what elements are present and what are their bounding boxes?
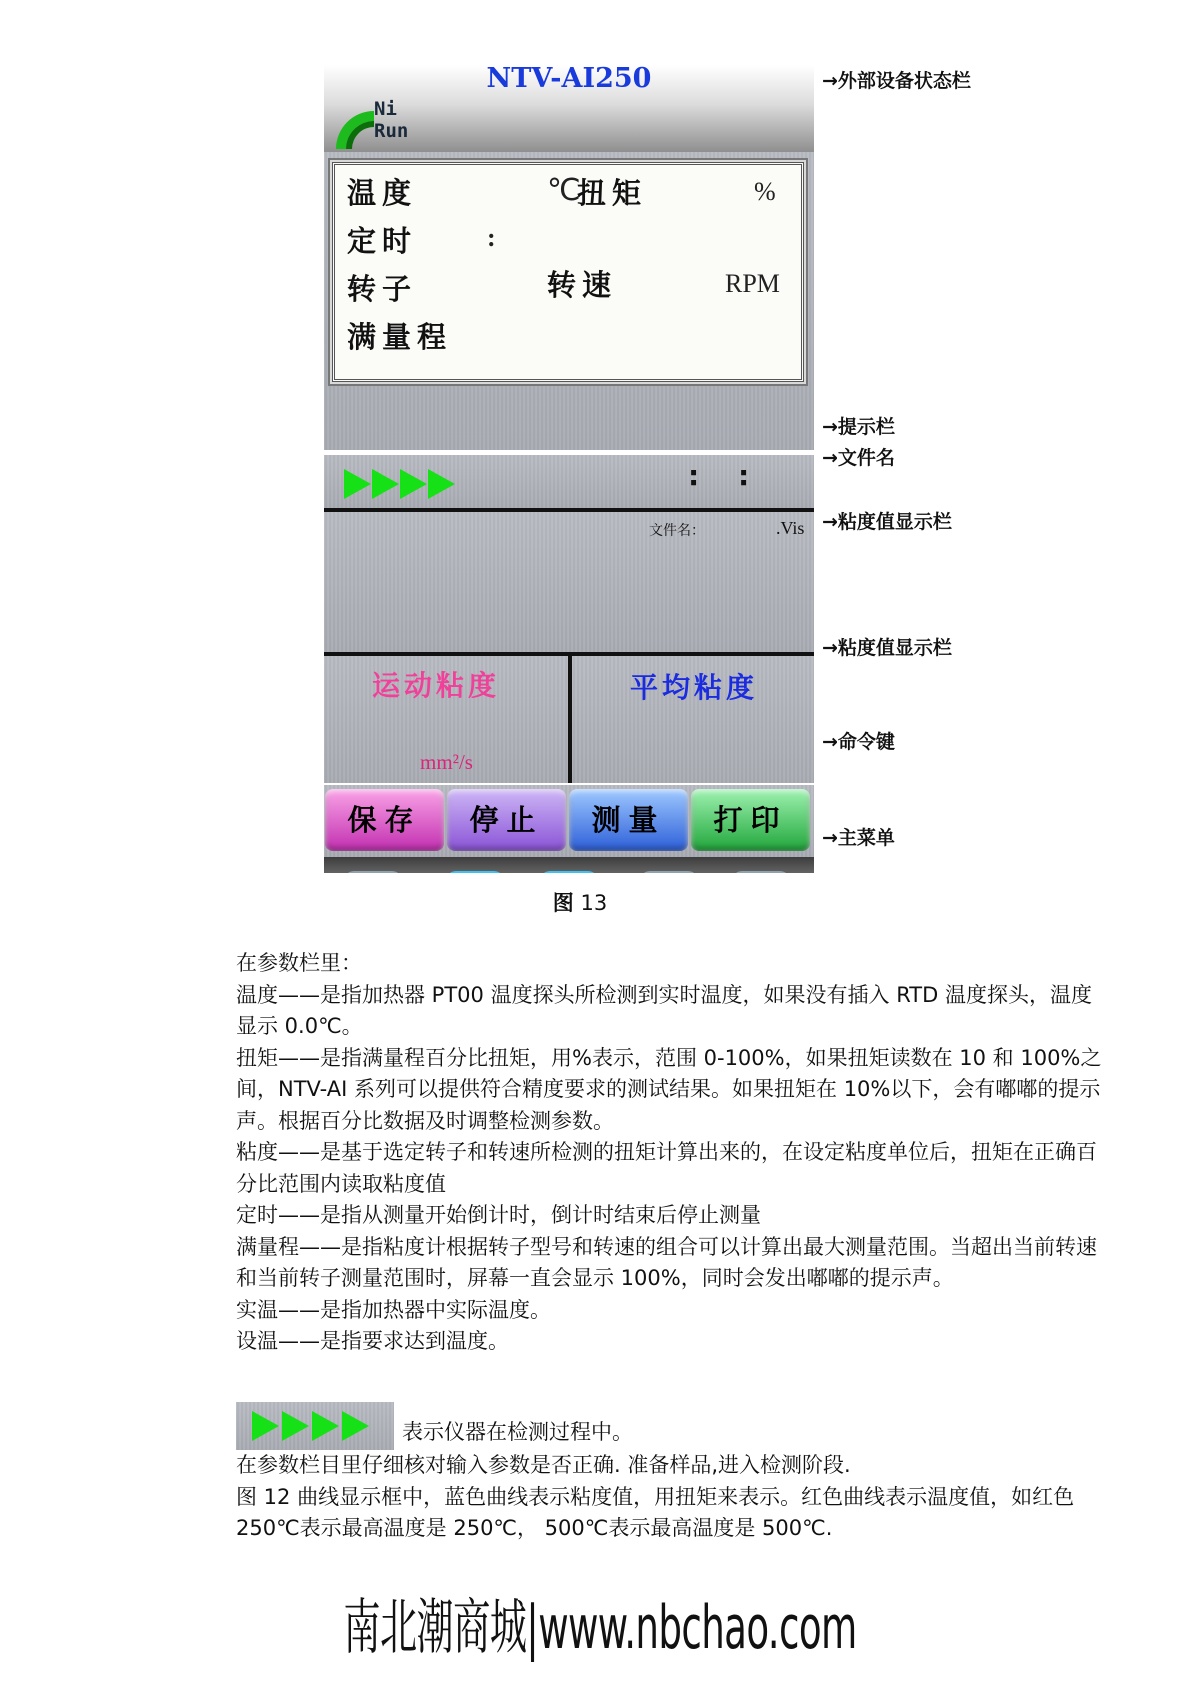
temperature-label: 温度 (347, 176, 418, 210)
hint-colon-2: : (738, 459, 750, 492)
logo-arc-icon (332, 107, 376, 151)
kinematic-viscosity-unit: mm²/s (420, 750, 473, 774)
progress-arrow-icon (400, 469, 427, 499)
caption-number: 13 (580, 891, 608, 915)
logo-text-run: Run (374, 120, 409, 142)
average-viscosity-label: 平均粘度 (630, 671, 759, 704)
home-icon[interactable] (540, 871, 598, 873)
info-icon[interactable] (732, 871, 790, 873)
rotor-label: 转子 (347, 272, 418, 306)
file-name-label: 文件名： (649, 523, 705, 539)
legend-text: 表示仪器在检测过程中。 (402, 1420, 633, 1444)
speed-unit: RPM (725, 269, 780, 298)
nirun-logo (332, 99, 432, 149)
device-screenshot (324, 65, 814, 873)
hint-colon-1: : (688, 459, 700, 492)
caption-prefix: 图 (552, 891, 574, 915)
paragraph: 粘度——是基于选定转子和转速所检测的扭矩计算出来的，在设定粘度单位后，扭矩在正确百分比范围内读取粘度值 (236, 1140, 1097, 1196)
speed-label: 转速 (547, 268, 618, 302)
monitor-icon[interactable] (446, 871, 504, 873)
measure-button[interactable]: 测量 (569, 789, 688, 851)
kinematic-viscosity-label: 运动粘度 (372, 669, 501, 702)
description-text-2 (236, 1450, 1108, 1545)
full-scale-label: 满量程 (347, 320, 453, 354)
annotation-file-name: →文件名 (822, 447, 895, 469)
progress-arrow-icon (252, 1411, 279, 1441)
viscosity-divider (568, 656, 572, 783)
torque-unit: % (754, 177, 776, 206)
annotation-command-keys: →命令键 (822, 731, 895, 753)
paragraph: 设温——是指要求达到温度。 (236, 1329, 509, 1353)
file-extension: .Vis (776, 518, 805, 538)
annotation-hint-bar: →提示栏 (822, 416, 895, 438)
command-keys (324, 785, 814, 857)
annotation-status-bar: →外部设备状态栏 (822, 70, 971, 92)
viscosity-display-area (324, 512, 814, 656)
paragraph: 定时——是指从测量开始倒计时，倒计时结束后停止测量 (236, 1203, 761, 1227)
progress-indicator-swatch (236, 1402, 394, 1450)
annotation-viscosity-display-2: →粘度值显示栏 (822, 637, 952, 659)
print-button[interactable]: 打印 (691, 789, 810, 851)
torque-label: 扭矩 (577, 176, 648, 210)
progress-legend (236, 1402, 1108, 1450)
stop-button[interactable]: 停止 (447, 789, 566, 851)
parameter-panel (332, 162, 804, 382)
hint-bar (324, 455, 814, 512)
annotation-viscosity-display-1: →粘度值显示栏 (822, 511, 952, 533)
timer-separator: : (487, 223, 496, 252)
external-device-status-bar (324, 65, 814, 152)
paragraph: 实温——是指加热器中实际温度。 (236, 1297, 551, 1322)
footer-watermark: 南北潮商城|www.nbchao.com (343, 1593, 857, 1663)
description-text (236, 948, 1108, 1358)
progress-arrow-icon (372, 469, 399, 499)
temperature-unit: ℃ (547, 174, 581, 207)
viscosity-split-display (324, 656, 814, 783)
parameter-frame (324, 152, 814, 450)
paragraph: 在参数栏目里仔细核对输入参数是否正确. 准备样品,进入检测阶段. (236, 1453, 851, 1477)
progress-arrow-icon (428, 469, 455, 499)
paragraph: 温度——是指加热器 PT00 温度探头所检测到实时温度，如果没有插入 RTD 温度探头，温度显示 0.0℃。 (236, 982, 1092, 1038)
save-button[interactable]: 保存 (325, 789, 444, 851)
shirt-icon[interactable] (344, 871, 402, 873)
annotation-main-menu: →主菜单 (822, 827, 895, 849)
paragraph: 在参数栏里： (236, 951, 362, 975)
paragraph: 扭矩——是指满量程百分比扭矩，用%表示，范围 0-100%，如果扭矩读数在 10 和 100%之间，NTV-AI 系列可以提供符合精度要求的测试结果。如果扭矩在 10%以下，会有嘟嘟的提示声。根据百分比数据及时调整检测参数。 (236, 1045, 1102, 1133)
progress-arrow-icon (282, 1411, 309, 1441)
model-title: NTV-AI250 (486, 65, 652, 94)
logo-text-ni: Ni (374, 98, 397, 120)
progress-arrow-icon (342, 1411, 369, 1441)
paragraph: 图 12 曲线显示框中，蓝色曲线表示粘度值，用扭矩来表示。红色曲线表示温度值，如红色 250℃表示最高温度是 250℃， 500℃表示最高温度是 500℃. (236, 1484, 1075, 1540)
figure-caption (0, 887, 1160, 917)
paragraph: 满量程——是指粘度计根据转子型号和转速的组合可以计算出最大测量范围。当超出当前转速和当前转子测量范围时，屏幕一直会显示 100%，同时会发出嘟嘟的提示声。 (236, 1234, 1097, 1290)
globe-icon[interactable] (640, 871, 698, 873)
main-menu (324, 857, 814, 873)
progress-arrow-icon (344, 469, 371, 499)
timer-label: 定时 (347, 224, 418, 258)
progress-arrow-icon (312, 1411, 339, 1441)
